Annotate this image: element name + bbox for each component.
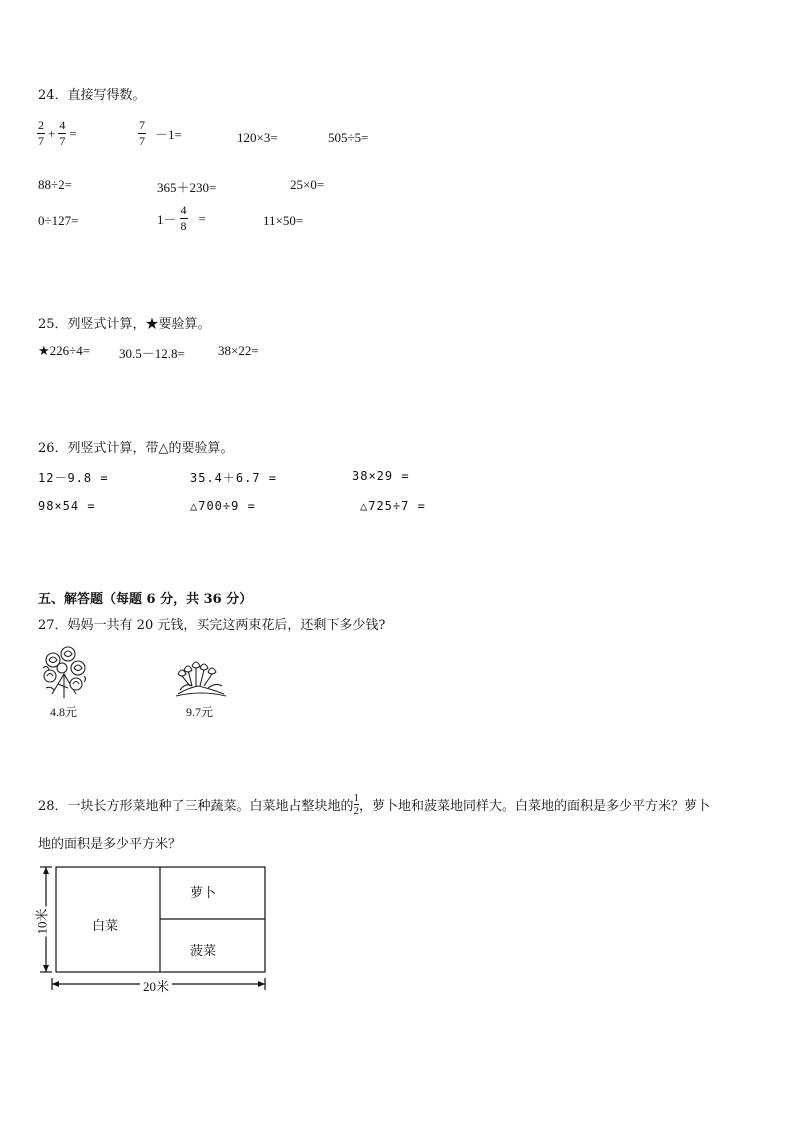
q28-text: 28．一块长方形菜地种了三种蔬菜。白菜地占整块地的	[38, 799, 354, 814]
numerator: 2	[38, 118, 44, 132]
q28-line1	[38, 792, 710, 817]
q26-expr: 12－9.8 =	[38, 471, 109, 485]
q28-text: ，萝卜地和菠菜地同样大。白菜地的面积是多少平方米？萝卜	[359, 799, 711, 814]
q24-expr: 0÷127=	[38, 213, 79, 228]
arrow-down-icon	[43, 965, 49, 972]
equals-sign: =	[198, 210, 206, 226]
fraction	[180, 203, 188, 234]
q24-expr: 25×0=	[290, 177, 325, 192]
spinach-area-label: 菠菜	[190, 944, 217, 959]
denominator: 8	[180, 219, 187, 233]
q25-expr: ★226÷4=	[38, 343, 91, 358]
numerator: 4	[180, 203, 187, 217]
q28-line2: 地的面积是多少平方米？	[38, 837, 182, 852]
q25-expr: 30.5－12.8=	[119, 346, 185, 361]
numerator: 7	[139, 118, 145, 132]
q26-expr: △725÷7 =	[360, 499, 426, 513]
tulip-bouquet-icon	[174, 660, 228, 700]
q27-title: 27．妈妈一共有 20 元钱，买完这两束花后，还剩下多少钱?	[38, 618, 386, 633]
radish-area-label: 萝卜	[190, 886, 217, 901]
arrow-right-icon	[258, 981, 265, 987]
q26-expr: △700÷9 =	[190, 499, 256, 513]
vegetable-field-diagram	[30, 860, 275, 995]
q24-expr-fraction-minus	[138, 118, 182, 149]
q26-expr: 38×29 =	[352, 469, 410, 483]
arrow-left-icon	[52, 981, 59, 987]
width-label: 20米	[140, 976, 172, 995]
q24-expr-fraction-sum	[37, 118, 77, 149]
q26-title: 26．列竖式计算，带△的要验算。	[38, 441, 234, 456]
section5-title: 五、解答题（每题 6 分，共 36 分）	[38, 592, 253, 607]
fraction	[58, 118, 66, 149]
q24-title: 24．直接写得数。	[38, 88, 146, 103]
q26-expr: 35.4＋6.7 =	[190, 471, 278, 485]
q24-expr-one-minus-fraction	[157, 203, 206, 234]
q25-expr: 38×22=	[218, 343, 259, 358]
q26-expr: 98×54 =	[38, 499, 96, 513]
denominator: 2	[353, 805, 360, 817]
denominator: 7	[38, 134, 44, 148]
flower-price-label: 9.7元	[186, 705, 214, 719]
operator: +	[48, 125, 56, 141]
denominator: 7	[59, 134, 66, 148]
fraction	[37, 118, 45, 149]
expression-prefix: 1－	[157, 212, 177, 227]
numerator: 1	[353, 792, 360, 804]
q24-expr: 365＋230=	[157, 180, 217, 195]
q24-expr: 11×50=	[263, 213, 304, 228]
numerator: 4	[59, 118, 66, 132]
q24-expr: 505÷5=	[328, 130, 369, 145]
arrow-up-icon	[43, 867, 49, 874]
flower-price-label: 4.8元	[50, 705, 78, 719]
denominator: 7	[139, 134, 145, 148]
rose-bouquet-icon	[38, 644, 90, 700]
expression-rest: －1=	[155, 127, 182, 142]
q25-title: 25．列竖式计算，★要验算。	[38, 317, 211, 332]
cabbage-area-label: 白菜	[92, 919, 119, 934]
equals-sign: =	[69, 125, 77, 141]
height-label: 10米	[32, 906, 51, 936]
q24-expr: 88÷2=	[38, 177, 72, 192]
fraction	[138, 118, 146, 149]
q24-expr: 120×3=	[237, 130, 278, 145]
